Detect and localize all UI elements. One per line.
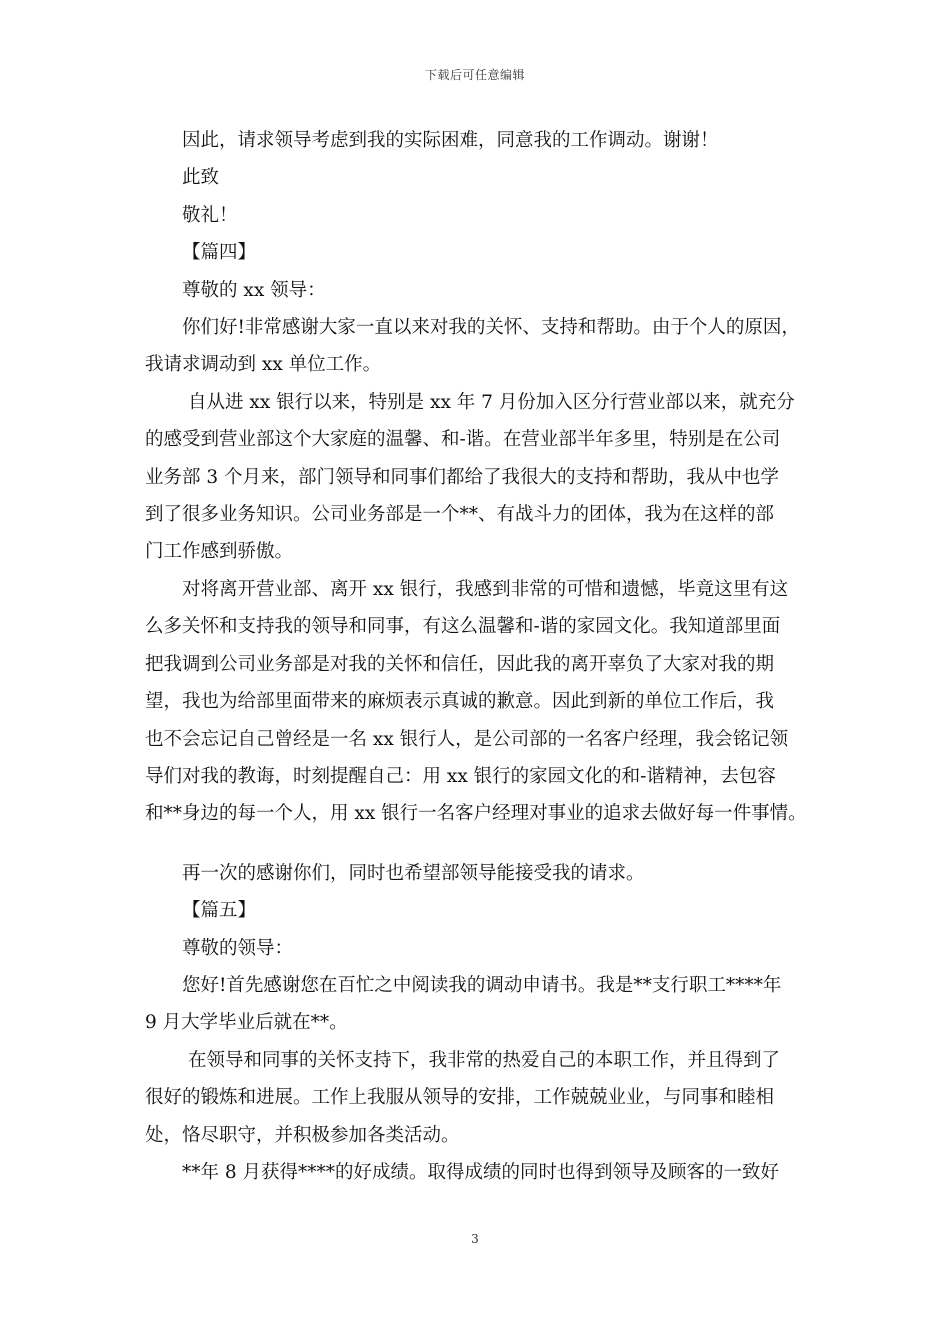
paragraph-greeting-intro (145, 967, 825, 1042)
text-line: 导们对我的教诲，时刻提醒自己：用 xx 银行的家园文化的和-谐精神，去包容 (145, 765, 776, 787)
paragraph-request-conclusion (145, 122, 825, 159)
document-body (145, 122, 825, 1191)
text-line: 你们好!非常感谢大家一直以来对我的关怀、支持和帮助。由于个人的原因， (182, 317, 800, 339)
text-line: 把我调到公司业务部是对我的关怀和信任，因此我的离开辜负了大家对我的期 (145, 653, 775, 675)
text-line: 9 月大学毕业后就在**。 (145, 1012, 348, 1034)
section-heading-four (145, 234, 825, 271)
greeting-line (145, 272, 825, 309)
page-number: 3 (471, 1232, 479, 1246)
page-header: 下载后可任意编辑 (424, 68, 525, 82)
text-line: 【篇五】 (182, 900, 257, 922)
closing-salutation (145, 159, 825, 196)
text-line: 门工作感到骄傲。 (145, 541, 294, 563)
text-line: 再一次的感谢你们，同时也希望部领导能接受我的请求。 (182, 862, 645, 884)
text-line: 的感受到营业部这个大家庭的温馨、和-谐。在营业部半年多里，特别是在公司 (145, 429, 781, 451)
text-line: 自从进 xx 银行以来，特别是 xx 年 7 月份加入区分行营业部以来，就充分 (188, 391, 795, 413)
text-line: 您好!首先感谢您在百忙之中阅读我的调动申请书。我是**支行职工****年 (182, 974, 782, 996)
text-line: 和**身边的每一个人，用 xx 银行一名客户经理对事业的追求去做好每一件事情。 (145, 803, 807, 825)
text-line: 很好的锻炼和进展。工作上我服从领导的安排，工作兢兢业业，与同事和睦相 (145, 1087, 775, 1109)
text-line: 也不会忘记自己曾经是一名 xx 银行人，是公司部的一名客户经理，我会铭记领 (145, 728, 789, 750)
text-line: 么多关怀和支持我的领导和同事，有这么温馨和-谐的家园文化。我知道部里面 (145, 616, 781, 638)
paragraph-experience (145, 384, 825, 571)
greeting-line (145, 930, 825, 967)
paragraph-achievement (145, 1154, 825, 1191)
text-line: 尊敬的 xx 领导： (182, 279, 326, 301)
text-line: 尊敬的领导： (182, 937, 294, 959)
text-line: 望，我也为给部里面带来的麻烦表示真诚的歉意。因此到新的单位工作后，我 (145, 691, 775, 713)
text-line: 业务部 3 个月来，部门领导和同事们都给了我很大的支持和帮助，我从中也学 (145, 466, 780, 488)
text-line: 【篇四】 (182, 242, 257, 264)
section-heading-five (145, 892, 825, 929)
text-line: 处，恪尽职守，并积极参加各类活动。 (145, 1124, 460, 1146)
text-line: 此致 (182, 167, 220, 189)
text-line: 敬礼！ (182, 204, 238, 226)
paragraph-thanks-again (145, 855, 825, 892)
paragraph-intro (145, 309, 825, 384)
blank-space (145, 833, 825, 855)
text-line: 我请求调动到 xx 单位工作。 (145, 354, 382, 376)
closing-regards (145, 197, 825, 234)
text-line: 因此，请求领导考虑到我的实际困难，同意我的工作调动。谢谢！ (182, 130, 719, 151)
paragraph-regret (145, 571, 825, 833)
paragraph-work-attitude (145, 1042, 825, 1154)
text-line: 在领导和同事的关怀支持下，我非常的热爱自己的本职工作，并且得到了 (188, 1049, 781, 1071)
text-line: **年 8 月获得****的好成绩。取得成绩的同时也得到领导及顾客的一致好 (182, 1161, 780, 1183)
text-line: 对将离开营业部、离开 xx 银行，我感到非常的可惜和遗憾，毕竟这里有这 (182, 578, 789, 600)
text-line: 到了很多业务知识。公司业务部是一个**、有战斗力的团体，我为在这样的部 (145, 504, 775, 526)
